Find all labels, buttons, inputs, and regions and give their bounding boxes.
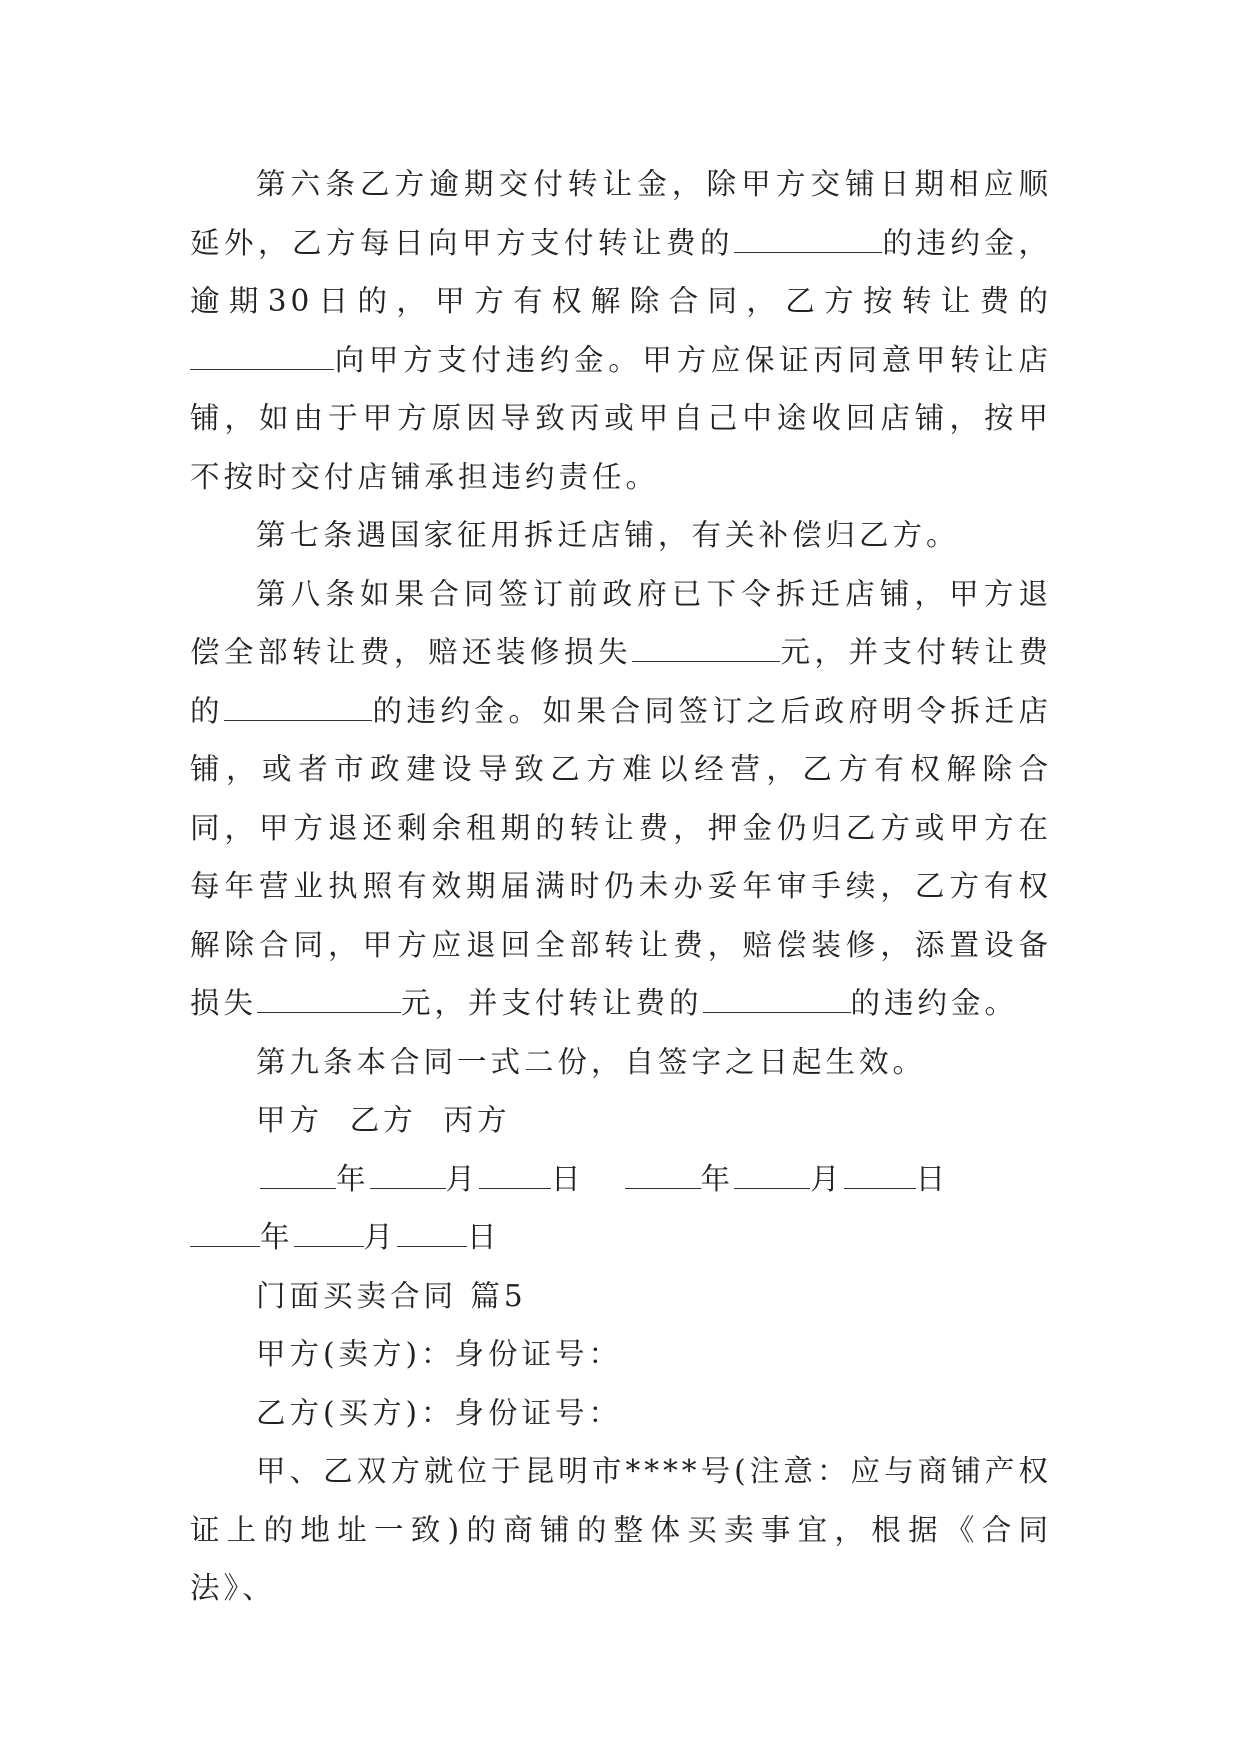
blank-field <box>734 222 882 253</box>
article-8-text-5: 的违约金。 <box>850 986 1019 1020</box>
seller-line: 甲方(卖方)：身份证号： <box>256 1337 623 1371</box>
article-8-text-1: 第八条如果合同签订前政府已下令拆迁店铺，甲方退偿全部转让费，赔还装修损失 <box>190 576 1052 669</box>
date-year-label: 年 <box>700 1161 735 1196</box>
date-row-2 <box>190 1208 1052 1267</box>
blank-field <box>294 1216 364 1247</box>
blank-field <box>190 339 334 370</box>
article-6 <box>190 155 1052 506</box>
date-month-label: 月 <box>363 1220 398 1254</box>
date-year-label: 年 <box>260 1220 294 1254</box>
document-page <box>190 155 1052 1618</box>
blank-field <box>625 1158 701 1189</box>
article-6-text-1: 第六条乙方逾期交付转让金，除甲方交铺日期相应顺延外，乙方每日向甲方支付转让费的 <box>190 167 1052 260</box>
article-8-text-4: 元，并支付转让费的 <box>401 986 703 1020</box>
blank-field <box>479 1158 551 1189</box>
article-6-text-2: 的违约金，逾期30日的，甲方有权解除合同，乙方按转让费的 <box>190 225 1052 318</box>
date-month-label: 月 <box>445 1161 480 1196</box>
parties-line: 甲方 乙方 丙方 <box>256 1103 511 1137</box>
section-title: 门面买卖合同 篇5 <box>256 1278 527 1313</box>
article-8-text-2: 元，并支付转让费的 <box>190 635 1052 728</box>
blank-field <box>734 1158 810 1189</box>
blank-field <box>257 982 401 1013</box>
article-7: 第七条遇国家征用拆迁店铺，有关补偿归乙方。 <box>256 518 960 552</box>
blank-field <box>260 1158 336 1189</box>
intro-paragraph: 甲、乙双方就位于昆明市****号(注意：应与商铺产权证上的地址一致)的商铺的整体买卖事宜，根据《合同法》、 <box>190 1454 1052 1605</box>
article-8 <box>190 565 1052 1033</box>
article-8-text-3: 的违约金。如果合同签订之后政府明令拆迁店铺，或者市政建设导致乙方难以经营，乙方有权解除合同，甲方退还剩余租期的转让费，押金仍归乙方或甲方在每年营业执照有效期届满时仍未办妥年审手续，乙方有权解除合同，甲方应退回全部转让费，赔偿装修，添置设备损失 <box>190 693 1052 1020</box>
article-6-text-3: 向甲方支付违约金。甲方应保证丙同意甲转让店铺，如由于甲方原因导致丙或甲自己中途收回店铺，按甲不按时交付店铺承担违约责任。 <box>190 342 1052 494</box>
buyer-line: 乙方(买方)：身份证号： <box>256 1395 623 1430</box>
blank-field <box>703 982 851 1013</box>
date-day-label: 日 <box>915 1161 950 1196</box>
blank-field <box>844 1158 916 1189</box>
date-row-1 <box>190 1150 1052 1209</box>
article-9: 第九条本合同一式二份，自签字之日起生效。 <box>256 1044 927 1079</box>
blank-field <box>397 1216 467 1247</box>
date-day-label: 日 <box>467 1220 501 1254</box>
date-day-label: 日 <box>551 1161 585 1196</box>
date-month-label: 月 <box>810 1161 844 1196</box>
blank-field <box>224 690 372 721</box>
blank-field <box>190 1216 260 1247</box>
blank-field <box>632 631 780 662</box>
date-year-label: 年 <box>336 1161 370 1196</box>
blank-field <box>370 1158 446 1189</box>
